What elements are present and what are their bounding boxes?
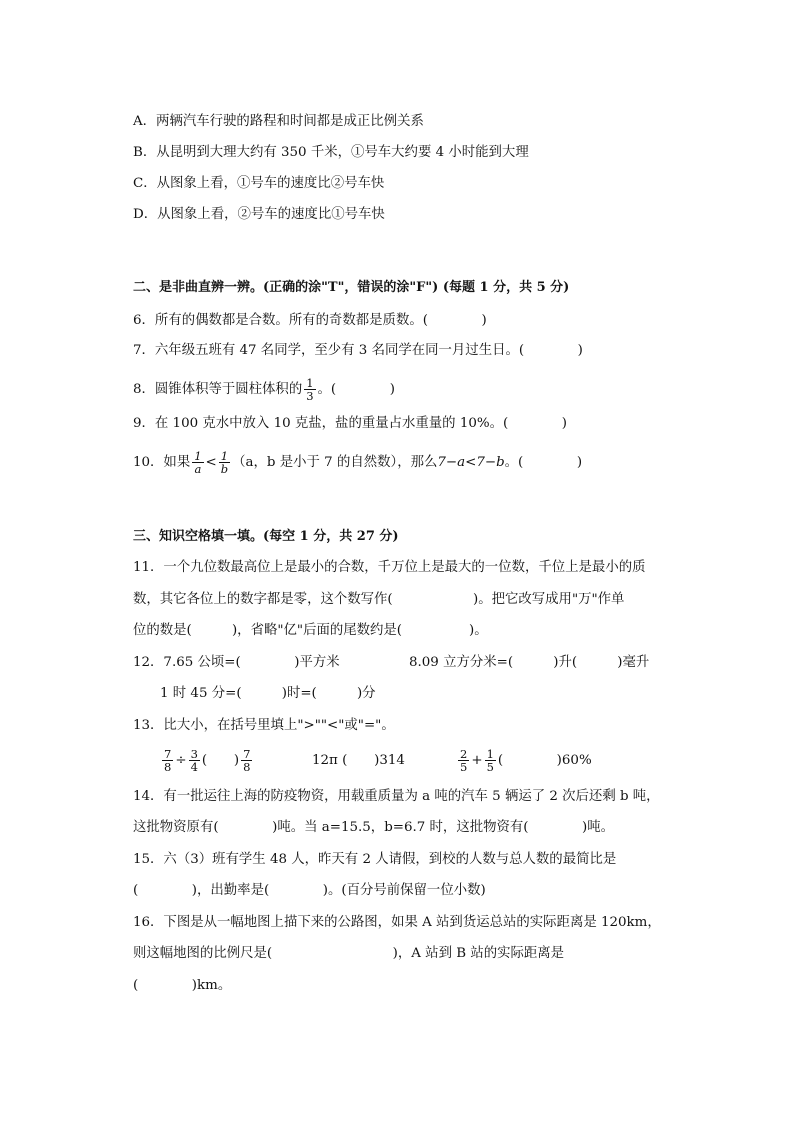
section-3-heading: 三、知识空格填一填。(每空 1 分，共 27 分) [133, 529, 399, 544]
question-7: 7．六年级五班有 47 名同学，至少有 3 名同学在同一月过生日。( ) [133, 343, 583, 358]
fraction-1-over-a [192, 450, 203, 475]
fraction-1-over-b [219, 450, 230, 475]
question-16-line-2: 则这幅地图的比例尺是( )，A 站到 B 站的实际距离是 [133, 946, 565, 961]
q8-blank: 。( ) [317, 382, 395, 397]
option-a: A．两辆汽车行驶的路程和时间都是成正比例关系 [133, 114, 424, 129]
frac-num: 3 [190, 747, 198, 761]
q10-prefix: 10．如果 [133, 455, 191, 470]
option-c: C．从图象上看，①号车的速度比②号车快 [133, 176, 385, 191]
q10-middle: （a，b 是小于 7 的自然数），那么 [232, 455, 438, 470]
frac-num: 1 [306, 376, 314, 390]
question-16-line-3: ( )km。 [133, 978, 232, 993]
question-12-line-1 [133, 653, 649, 673]
question-11-line-2: 数，其它各位上的数字都是零，这个数写作( )。把它改写成用"万"作单 [133, 592, 625, 607]
question-12-line-2: 1 时 45 分=( )时=( )分 [160, 686, 376, 701]
fraction-7-8 [162, 748, 173, 773]
question-11-line-1: 11．一个九位数最高位上是最小的合数，千万位上是最大的一位数，千位上是最小的质 [133, 560, 646, 575]
question-14-line-2: 这批物资原有( )吨。当 a=15.5，b=6.7 时，这批物资有( )吨。 [133, 820, 615, 835]
question-16-line-1: 16．下图是从一幅地图上描下来的公路图，如果 A 站到货运总站的实际距离是 120km， [133, 915, 661, 930]
compare-blank-percent: ( )60% [497, 753, 592, 768]
q10-blank: 。( ) [504, 455, 583, 470]
question-10 [133, 449, 583, 476]
q12-cubic-dm: 8.09 立方分米=( )升( )毫升 [409, 655, 650, 670]
q8-text: 8．圆锥体积等于圆柱体积的 [133, 382, 303, 397]
frac-den: 5 [460, 760, 468, 774]
compare-a [160, 748, 312, 773]
option-b: B．从昆明到大理大约有 350 千米，①号车大约要 4 小时能到大理 [133, 145, 529, 160]
question-15-line-1: 15．六（3）班有学生 48 人，昨天有 2 人请假，到校的人数与总人数的最简比是 [133, 852, 617, 867]
question-15-line-2: ( )，出勤率是( )。(百分号前保留一位小数) [133, 883, 486, 898]
question-8 [133, 376, 395, 403]
fraction-7-8 [241, 748, 252, 773]
fraction-2-5 [458, 748, 469, 773]
fraction-1-5 [485, 748, 496, 773]
frac-num: 7 [243, 747, 251, 761]
compare-b: 12π ( )314 [312, 753, 405, 768]
plus-sign: + [471, 753, 483, 768]
frac-den: a [194, 462, 202, 476]
fraction-3-4 [189, 748, 200, 773]
q10-expression: 7−a<7−b [437, 455, 505, 470]
frac-num: 1 [486, 747, 494, 761]
question-14-line-1: 14．有一批运往上海的防疫物资，用载重质量为 a 吨的汽车 5 辆运了 2 次后还剩 b 吨， [133, 789, 660, 804]
frac-den: 4 [190, 760, 198, 774]
q12-hectare: 12．7.65 公顷=( )平方米 [133, 655, 340, 670]
option-d: D．从图象上看，②号车的速度比①号车快 [133, 207, 385, 222]
fraction-one-third [304, 377, 315, 402]
question-13-comparisons [160, 747, 592, 774]
frac-den: 8 [243, 760, 251, 774]
less-than: < [205, 455, 217, 470]
compare-blank: ( ) [201, 753, 240, 768]
compare-c [456, 748, 592, 773]
frac-den: 5 [486, 760, 494, 774]
divide-sign: ÷ [175, 753, 187, 768]
frac-num: 1 [219, 450, 230, 463]
frac-num: 2 [460, 747, 468, 761]
question-6: 6．所有的偶数都是合数。所有的奇数都是质数。( ) [133, 313, 487, 328]
question-11-line-3: 位的数是( )，省略"亿"后面的尾数约是( )。 [133, 623, 488, 638]
frac-den: b [220, 462, 229, 476]
section-2-heading: 二、是非曲直辨一辨。(正确的涂"T"，错误的涂"F") (每题 1 分，共 5 分) [133, 280, 570, 295]
frac-den: 3 [306, 389, 314, 403]
frac-num: 1 [194, 449, 202, 463]
question-9: 9．在 100 克水中放入 10 克盐，盐的重量占水重量的 10%。( ) [133, 416, 567, 431]
frac-num: 7 [164, 747, 172, 761]
question-13: 13．比大小，在括号里填上">""<"或"="。 [133, 718, 395, 733]
frac-den: 8 [164, 760, 172, 774]
